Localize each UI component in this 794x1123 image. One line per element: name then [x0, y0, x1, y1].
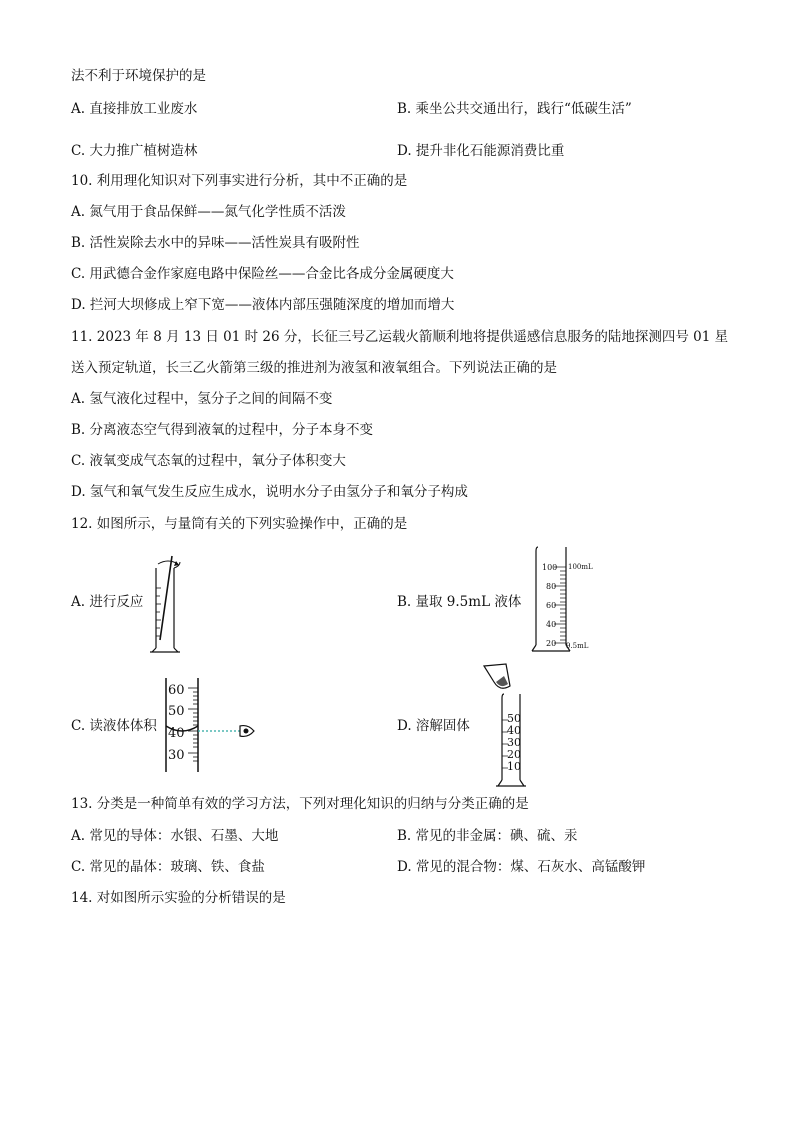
q12-option-b: B. 量取 9.5mL 液体	[397, 594, 522, 610]
figure-b-tick-40: 40	[546, 620, 557, 629]
figure-d-dissolving-solid	[470, 662, 530, 790]
q13-stem: 13. 分类是一种简单有效的学习方法，下列对理化知识的归纳与分类正确的是	[71, 796, 529, 812]
q11-stem-line2: 送入预定轨道，长三乙火箭第三级的推进剂为液氢和液氧组合。下列说法正确的是	[71, 360, 557, 376]
q12-option-a: A. 进行反应	[71, 594, 144, 610]
figure-b-tick-60: 60	[546, 601, 557, 610]
q10-option-b: B. 活性炭除去水中的异味——活性炭具有吸附性	[71, 235, 360, 251]
figure-c-tick-40: 40	[168, 726, 185, 741]
figure-d-tick-20: 20	[507, 748, 521, 761]
figure-b-min-label: 9.5mL	[566, 642, 589, 650]
q9-option-d: D. 提升非化石能源消费比重	[397, 143, 565, 159]
q13-option-d: D. 常见的混合物：煤、石灰水、高锰酸钾	[397, 859, 646, 875]
eye-icon	[240, 726, 254, 737]
q9-option-a: A. 直接排放工业废水	[71, 101, 198, 117]
q12-stem: 12. 如图所示，与量筒有关的下列实验操作中，正确的是	[71, 516, 408, 532]
figure-d-tick-40: 40	[507, 724, 521, 737]
figure-c-reading-volume	[160, 676, 260, 776]
figure-c-tick-50: 50	[168, 704, 185, 719]
figure-c-tick-60: 60	[168, 683, 185, 698]
q9-option-c: C. 大力推广植树造林	[71, 143, 198, 159]
q13-option-c: C. 常见的晶体：玻璃、铁、食盐	[71, 859, 265, 875]
q11-option-b: B. 分离液态空气得到液氧的过程中，分子本身不变	[71, 422, 374, 438]
q13-option-a: A. 常见的导体：水银、石墨、大地	[71, 828, 279, 844]
figure-d-tick-30: 30	[507, 736, 521, 749]
q12-option-d: D. 溶解固体	[397, 718, 470, 734]
figure-b-tick-100: 100	[542, 563, 558, 572]
q12-option-c: C. 读液体体积	[71, 718, 157, 734]
q11-option-d: D. 氢气和氧气发生反应生成水，说明水分子由氢分子和氧分子构成	[71, 484, 468, 500]
figure-d-tick-50: 50	[507, 712, 521, 725]
q10-option-a: A. 氮气用于食品保鲜——氮气化学性质不活泼	[71, 204, 346, 220]
figure-d-tick-10: 10	[507, 760, 521, 773]
q10-stem: 10. 利用理化知识对下列事实进行分析，其中不正确的是	[71, 173, 408, 189]
figure-b-tick-80: 80	[546, 582, 557, 591]
q14-stem: 14. 对如图所示实验的分析错误的是	[71, 890, 286, 906]
q11-option-c: C. 液氧变成气态氧的过程中，氧分子体积变大	[71, 453, 346, 469]
q11-option-a: A. 氢气液化过程中，氢分子之间的间隔不变	[71, 391, 333, 407]
q9-option-b: B. 乘坐公共交通出行，践行“低碳生活”	[397, 101, 632, 117]
q11-stem-line1: 11. 2023 年 8 月 13 日 01 时 26 分，长征三号乙运载火箭顺利地将提供遥感信息服务的陆地探测四号 01 星	[71, 329, 729, 345]
figure-b-100ml-cylinder	[532, 545, 602, 657]
q13-option-b: B. 常见的非金属：碘、硫、汞	[397, 828, 578, 844]
figure-c-tick-30: 30	[168, 748, 185, 763]
q10-option-c: C. 用武德合金作家庭电路中保险丝——合金比各成分金属硬度大	[71, 266, 454, 282]
figure-b-tick-20: 20	[546, 639, 557, 648]
q10-option-d: D. 拦河大坝修成上窄下宽——液体内部压强随深度的增加而增大	[71, 297, 455, 313]
figure-a-cylinder-stirring	[146, 548, 186, 660]
figure-b-capacity-label: 100mL	[568, 563, 593, 571]
question-stem-continuation: 法不利于环境保护的是	[71, 68, 206, 84]
